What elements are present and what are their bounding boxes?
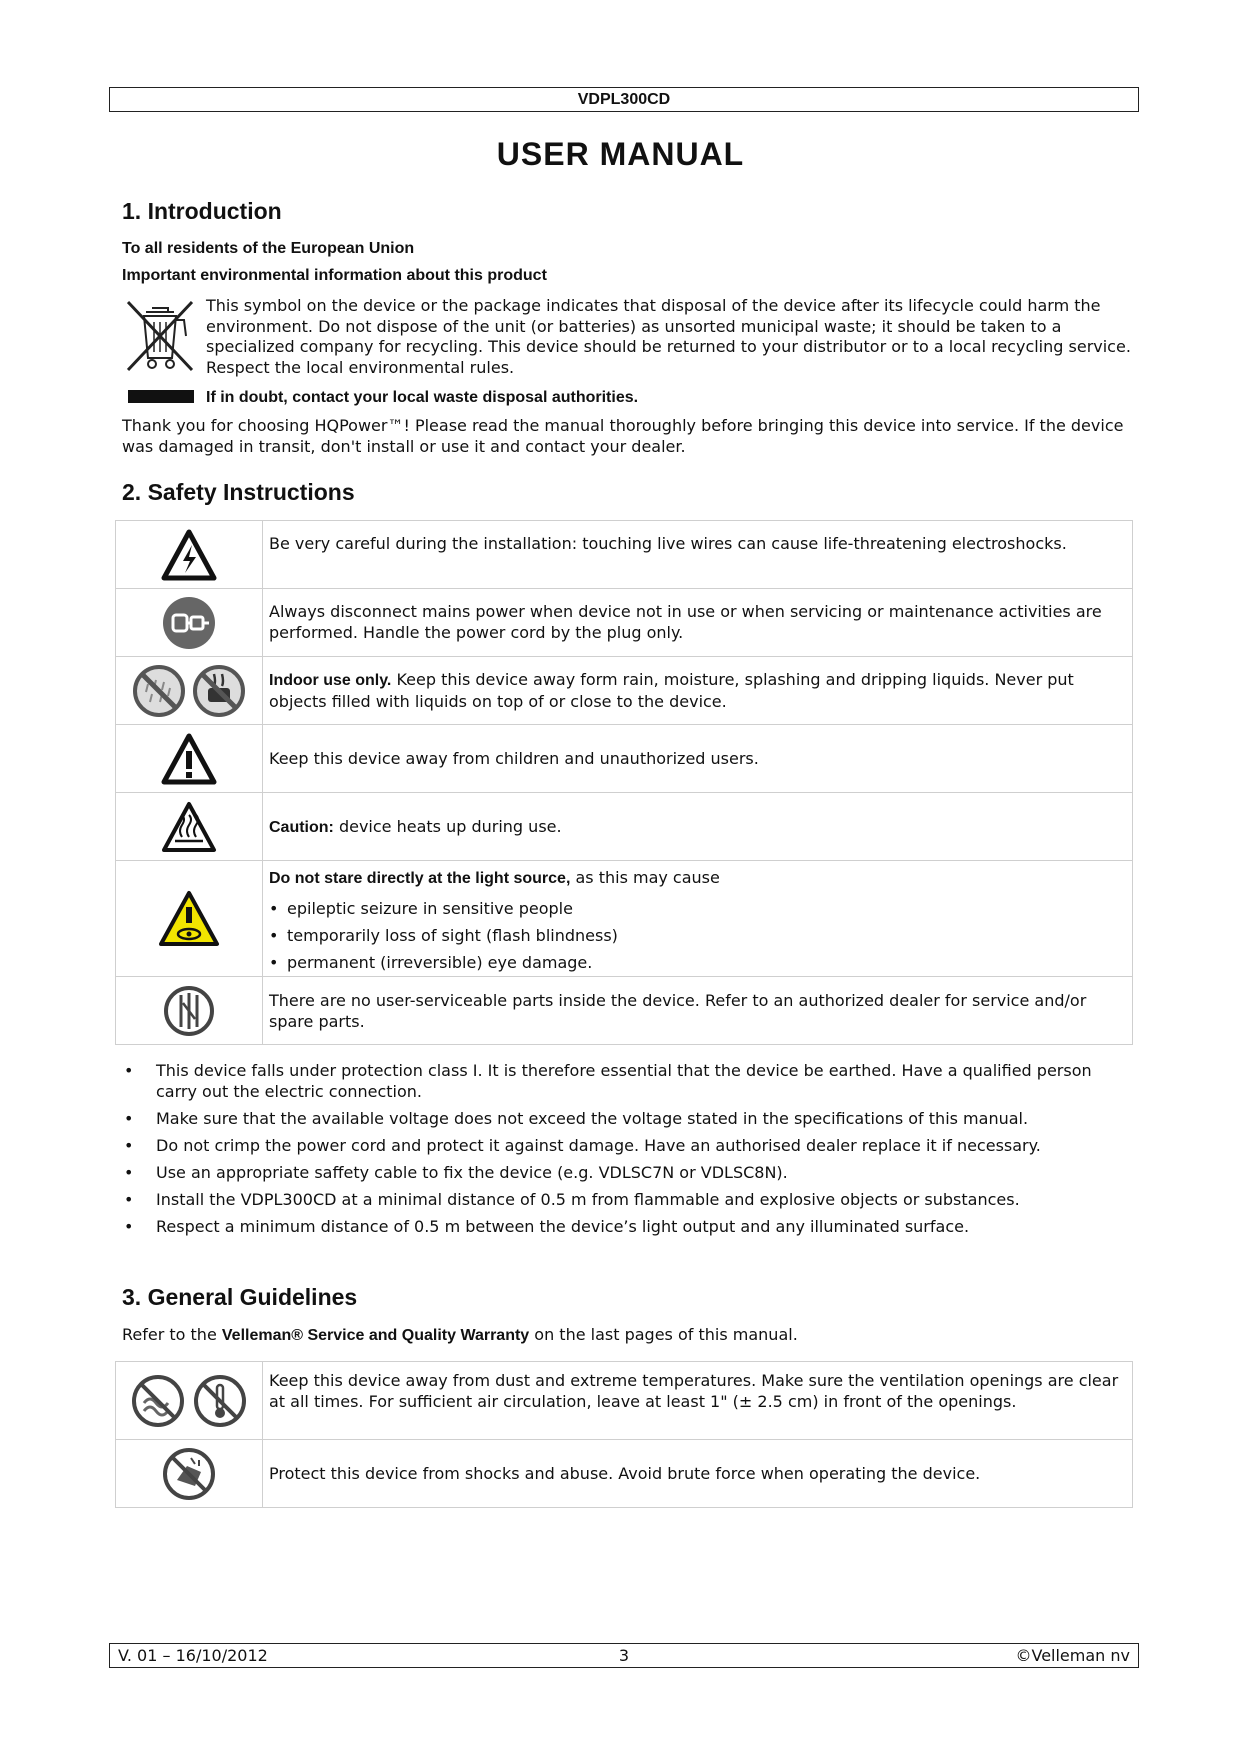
do-not-stare-label: Do not stare directly at the light source, [269, 870, 571, 887]
safety-icon-cell [116, 793, 263, 861]
guideline-row [116, 1362, 1133, 1440]
warning-exclamation-icon [161, 748, 217, 767]
safety-row [116, 521, 1133, 589]
list-item: • permanent (irreversible) eye damage. [269, 949, 1126, 976]
caution-label: Caution: [269, 818, 334, 836]
footer-page-number: 3 [618, 1646, 630, 1665]
refer-post: on the last pages of this manual. [529, 1325, 798, 1344]
safety-row [116, 977, 1133, 1045]
section-1-heading: 1. Introduction [122, 198, 282, 224]
safety-icon-cell [116, 521, 263, 589]
safety-table [115, 520, 1133, 1045]
header-model: VDPL300CD [577, 91, 671, 108]
list-item: • Respect a minimum distance of 0.5 m between the device’s light output and any illuminated surface. [122, 1216, 1132, 1237]
list-item: • Install the VDPL300CD at a minimal distance of 0.5 m from flammable and explosive objects or substances. [122, 1189, 1132, 1210]
guideline-text-dust: Keep this device away from dust and extreme temperatures. Make sure the ventilation openings are clear at all times. For sufficient air circulation, leave at least 1" (± 2.5 cm) in front of the openings. [269, 1371, 1119, 1411]
laser-eye-warning-icon [158, 908, 220, 927]
guidelines-table [115, 1361, 1133, 1508]
footer-version: V. 01 – 16/10/2012 [118, 1646, 268, 1665]
safety-row [116, 589, 1133, 657]
no-extreme-temperature-icon [192, 1390, 248, 1409]
no-rain-icon [132, 680, 191, 699]
safety-text-heat: device heats up during use. [333, 816, 562, 836]
black-bar [128, 390, 194, 403]
safety-text-cell [263, 589, 1133, 657]
crossed-bin-icon [122, 296, 200, 374]
safety-row [116, 657, 1133, 725]
safety-text-cell [263, 725, 1133, 793]
safety-text-cell [263, 657, 1133, 725]
footer-copyright: ©Velleman nv [1015, 1646, 1130, 1665]
page-footer [109, 1643, 1139, 1668]
safety-icon-cell [116, 977, 263, 1045]
safety-text-cell [263, 977, 1133, 1045]
safety-text-electroshock: Be very careful during the installation: touching live wires can cause life-threatening electroshocks. [269, 534, 1067, 553]
thanks-paragraph: Thank you for choosing HQPower™! Please read the manual thoroughly before bringing this device into service. If the device was damaged in transit, don't install or use it and contact your dealer. [122, 416, 1124, 456]
guideline-text-cell [263, 1362, 1133, 1440]
no-user-parts-icon [163, 1000, 215, 1019]
page-title: USER MANUAL [496, 136, 745, 172]
eye-risk-list [269, 895, 1126, 976]
safety-text-stare: as this may cause [570, 868, 720, 887]
guideline-text-cell [263, 1440, 1133, 1508]
safety-row [116, 725, 1133, 793]
electric-hazard-icon [161, 544, 217, 563]
warranty-name: Velleman® Service and Quality Warranty [221, 1327, 530, 1344]
guideline-icon-cell [116, 1362, 263, 1440]
guideline-row [116, 1440, 1133, 1508]
no-shock-icon [161, 1463, 217, 1482]
weee-notice [122, 296, 1132, 376]
safety-text-service: There are no user-serviceable parts inside the device. Refer to an authorized dealer for service and/or spare parts. [269, 990, 1087, 1031]
safety-row [116, 793, 1133, 861]
safety-text-cell [263, 793, 1133, 861]
safety-text-disconnect: Always disconnect mains power when device not in use or when servicing or maintenance activities are performed. Handle the power cord by the plug only. [269, 602, 1102, 642]
safety-text-cell [263, 521, 1133, 589]
list-item: • Make sure that the available voltage does not exceed the voltage stated in the specifications of this manual. [122, 1108, 1132, 1129]
safety-text-cell [263, 861, 1133, 977]
section-1-sub-env: Important environmental information about this product [122, 267, 547, 284]
page-header [109, 87, 1139, 112]
doubt-text: If in doubt, contact your local waste disposal authorities. [206, 389, 639, 406]
safety-text-indoor: Keep this device away form rain, moisture, splashing and dripping liquids. Never put objects filled with liquids on top of or close to the device. [269, 670, 1074, 711]
guideline-text-shocks: Protect this device from shocks and abuse. Avoid brute force when operating the device. [269, 1464, 981, 1483]
safety-icon-cell [116, 725, 263, 793]
safety-icon-cell [116, 657, 263, 725]
list-item: • This device falls under protection class I. It is therefore essential that the device be earthed. Have a qualified person carry out the electric connection. [122, 1060, 1132, 1102]
list-item: • epileptic seizure in sensitive people [269, 895, 1126, 922]
guideline-icon-cell [116, 1440, 263, 1508]
list-item: • Use an appropriate saffety cable to fix the device (e.g. VDLSC7N or VDLSC8N). [122, 1162, 1132, 1183]
list-item: • temporarily loss of sight (flash blindness) [269, 922, 1126, 949]
section-1-sub-eu: To all residents of the European Union [122, 240, 415, 257]
weee-text: This symbol on the device or the package indicates that disposal of the device after its lifecycle could harm the environment. Do not dispose of the unit (or batteries) as unsorted municipal waste; it should be taken to a specialized company for recycling. This device should be returned to your distributor or to a local recycling service. Respect the local environmental rules. [206, 296, 1131, 377]
section-2-heading: 2. Safety Instructions [122, 479, 355, 505]
safety-icon-cell [116, 861, 263, 977]
unplug-icon [161, 612, 217, 631]
safety-row [116, 861, 1133, 977]
refer-pre: Refer to the [122, 1325, 222, 1344]
indoor-use-label: Indoor use only. [269, 672, 392, 689]
safety-bullet-list [122, 1060, 1132, 1243]
warranty-reference [122, 1325, 798, 1345]
no-liquid-icon [192, 680, 246, 699]
list-item: • Do not crimp the power cord and protect it against damage. Have an authorised dealer replace it if necessary. [122, 1135, 1132, 1156]
no-dust-icon [130, 1390, 191, 1409]
section-3-heading: 3. General Guidelines [122, 1284, 358, 1310]
doubt-line [128, 389, 638, 407]
safety-text-children: Keep this device away from children and unauthorized users. [269, 749, 759, 768]
hot-surface-icon [161, 816, 217, 835]
safety-icon-cell [116, 589, 263, 657]
